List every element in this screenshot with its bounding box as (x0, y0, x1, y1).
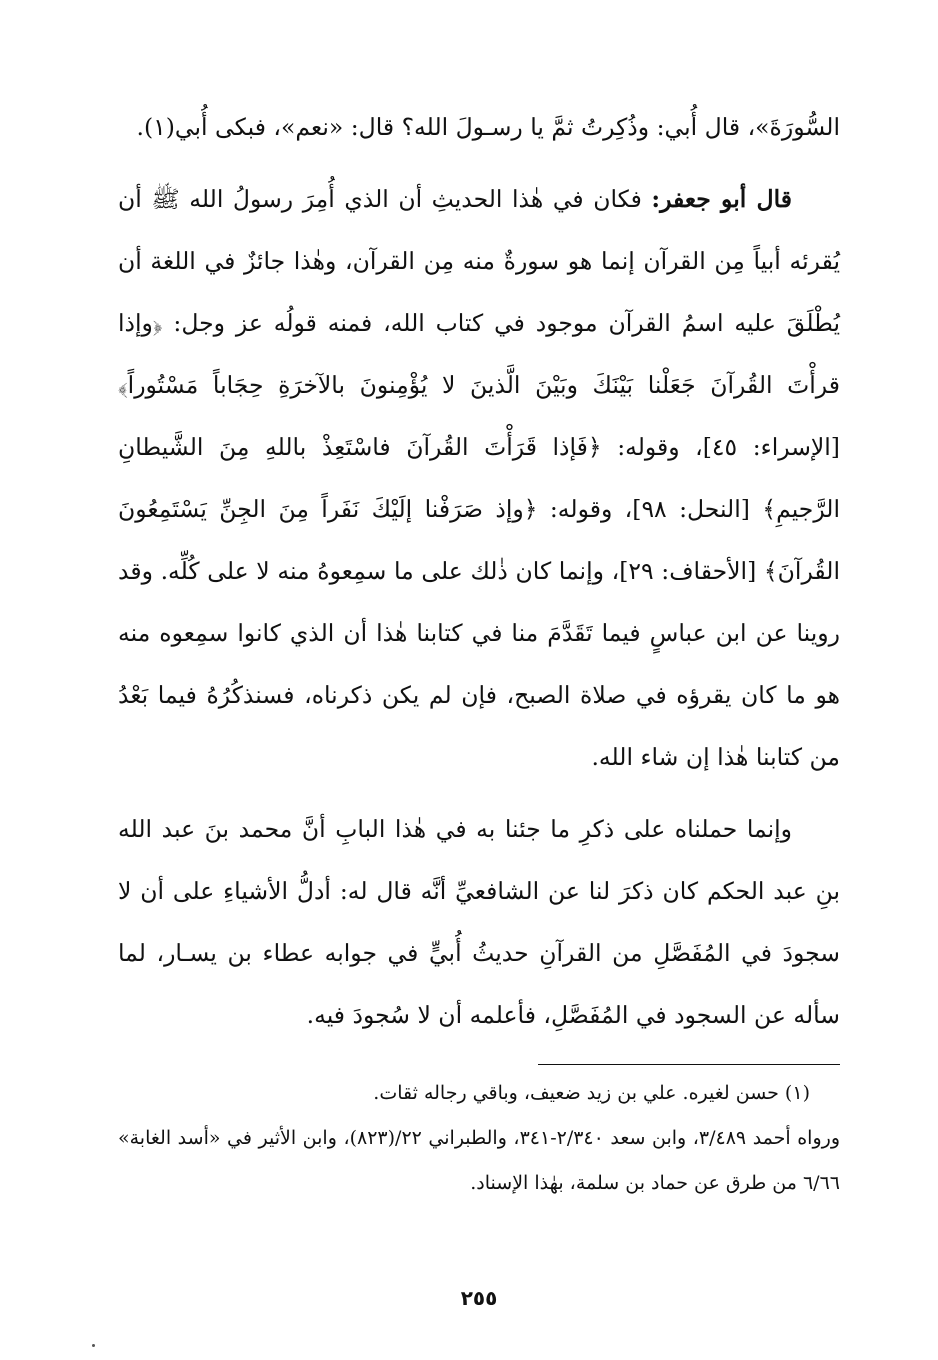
speaker-lead: قال أبو جعفر: (651, 185, 792, 213)
book-page (118, 96, 840, 1310)
paragraph-text: فكان في هٰذا الحديثِ أن الذي أُمِرَ رسولُ الله ﷺ أن يُقرئه أبياً مِن القرآن إنما هو سورةٌ منه مِن القرآن، وهٰذا جائزٌ في اللغة أن يُطْلَقَ عليه اسمُ القرآن موجود في كتاب الله، فمنه قولُه عز وجل: ﴿وإذا قرأْتَ القُرآنَ جَعَلْنا بَيْنَكَ وبَيْنَ الَّذينَ لا يُؤْمِنونَ بالآخرَةِ حِجَاباً مَسْتُوراً﴾ [الإسراء: ٤٥]، وقوله: ﴿فَإذا قَرَأْتَ القُرآنَ فاسْتَعِذْ باللهِ مِنَ الشَّيطانِ الرَّجيمِ﴾ [النحل: ٩٨]، وقوله: ﴿وإذ صَرَفْنا إلَيْكَ نَفَراً مِنَ الجِنِّ يَسْتَمِعُونَ القُرآنَ﴾ [الأحقاف: ٢٩]، وإنما كان ذٰلك على ما سمِعوهُ منه لا على كُلِّه. وقد روينا عن ابن عباسٍ فيما تَقَدَّمَ منا في كتابنا هٰذا أن الذي كانوا سمِعوه منه هو ما كان يقرؤه في صلاة الصبح، فإن لم يكن ذكرناه، فسنذكُرُهُ فيما بَعْدُ من كتابنا هٰذا إن شاء الله. (118, 185, 840, 771)
footnote-divider (538, 1064, 840, 1065)
paragraph-text: وإنما حملناه على ذكرِ ما جئنا به في هٰذا البابِ أنَّ محمد بنَ عبد الله بنِ عبد الحكم كان ذكرَ لنا عن الشافعيِّ أنَّه قال له: أدلُّ الأشياءِ على أن لا سجودَ في المُفَصَّلِ من القرآنِ حديثُ أُبيٍّ في جوابه عطاء بن يسـار، لما سأله عن السجود في المُفَصَّلِ، فأعلمه أن لا سُجودَ فيه. (118, 815, 840, 1029)
footnote-1-sources: ورواه أحمد ٣/٤٨٩، وابن سعد ٢/٣٤٠-٣٤١، والطبراني ٢٢/(٨٢٣)، وابن الأثير في «أسد الغابة» ٦/٦٦ من طرق عن حماد بن سلمة، بهٰذا الإسناد. (118, 1127, 840, 1194)
paragraph-explanation (118, 798, 840, 1046)
paragraph-abu-jafar (118, 168, 840, 788)
paragraph-text: السُّورَةَ»، قال أُبي: وذُكِرتُ ثمَّ يا رسـولَ الله؟ قال: «نعم»، فبكى أُبي(١). (136, 113, 840, 141)
paragraph-continuation (118, 96, 840, 158)
page-number: ٢٥٥ (460, 1286, 498, 1310)
footnote-1: (١) حسن لغيره. علي بن زيد ضعيف، وباقي رجاله ثقات. (373, 1082, 810, 1104)
scan-speck (92, 1344, 95, 1347)
